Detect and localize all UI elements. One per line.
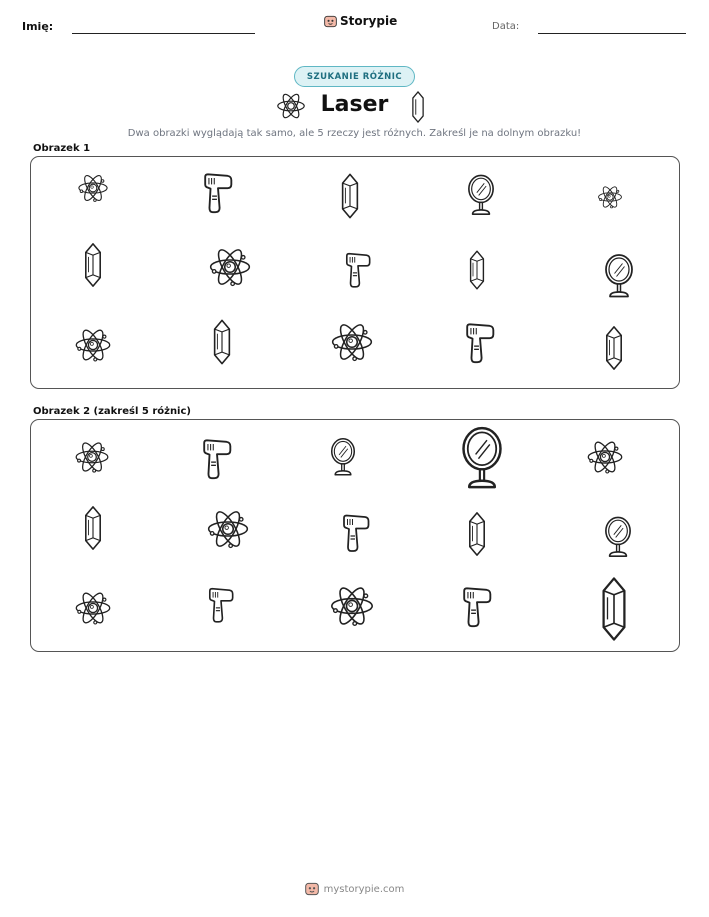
barcode-scanner-icon[interactable] (461, 585, 493, 631)
atom-icon (208, 244, 252, 290)
instructions: Dwa obrazki wyglądają tak samo, ale 5 rzeczy jest różnych. Zakreśl je na dolnym obrazku! (127, 128, 582, 139)
mirror-icon (604, 253, 634, 299)
panel-1-label: Obrazek 1 (33, 143, 91, 154)
crystal-icon (212, 319, 232, 365)
atom-icon[interactable] (74, 437, 110, 477)
panel-2-label: Obrazek 2 (zakreśl 5 różnic) (33, 406, 191, 417)
barcode-scanner-icon (202, 172, 234, 216)
atom-icon[interactable] (586, 437, 624, 477)
mirror-icon[interactable] (460, 426, 504, 490)
brand-name: Storypie (340, 14, 398, 28)
brand (324, 14, 397, 28)
crystal-icon (410, 91, 426, 123)
storypie-logo-icon (305, 882, 319, 896)
name-field[interactable] (72, 33, 255, 34)
atom-icon[interactable] (329, 582, 375, 630)
crystal-icon (340, 173, 360, 219)
activity-badge: SZUKANIE RÓŻNIC (294, 66, 415, 87)
crystal-icon[interactable] (84, 505, 102, 551)
crystal-icon (605, 325, 623, 371)
barcode-scanner-icon (464, 321, 496, 367)
atom-icon (597, 177, 623, 217)
barcode-scanner-icon[interactable] (341, 512, 371, 556)
page-title: Laser (320, 92, 389, 117)
crystal-icon[interactable] (601, 576, 627, 642)
atom-icon[interactable] (206, 506, 250, 552)
barcode-scanner-icon[interactable] (207, 584, 235, 628)
footer-site: mystorypie.com (323, 883, 405, 895)
date-label: Data: (492, 21, 520, 32)
atom-icon (74, 325, 112, 365)
crystal-icon (84, 242, 102, 288)
crystal-icon[interactable] (468, 511, 486, 557)
atom-icon[interactable] (74, 588, 112, 628)
barcode-scanner-icon[interactable] (201, 438, 233, 482)
mirror-icon[interactable] (330, 435, 356, 479)
crystal-icon (469, 246, 485, 294)
mirror-icon (466, 174, 496, 216)
barcode-scanner-icon (344, 250, 372, 292)
footer (0, 882, 709, 896)
atom-icon (77, 167, 109, 209)
storypie-logo-icon (324, 15, 337, 28)
mirror-icon[interactable] (604, 514, 632, 560)
name-label: Imię: (22, 20, 54, 33)
date-field[interactable] (538, 33, 686, 34)
atom-icon (329, 320, 375, 364)
